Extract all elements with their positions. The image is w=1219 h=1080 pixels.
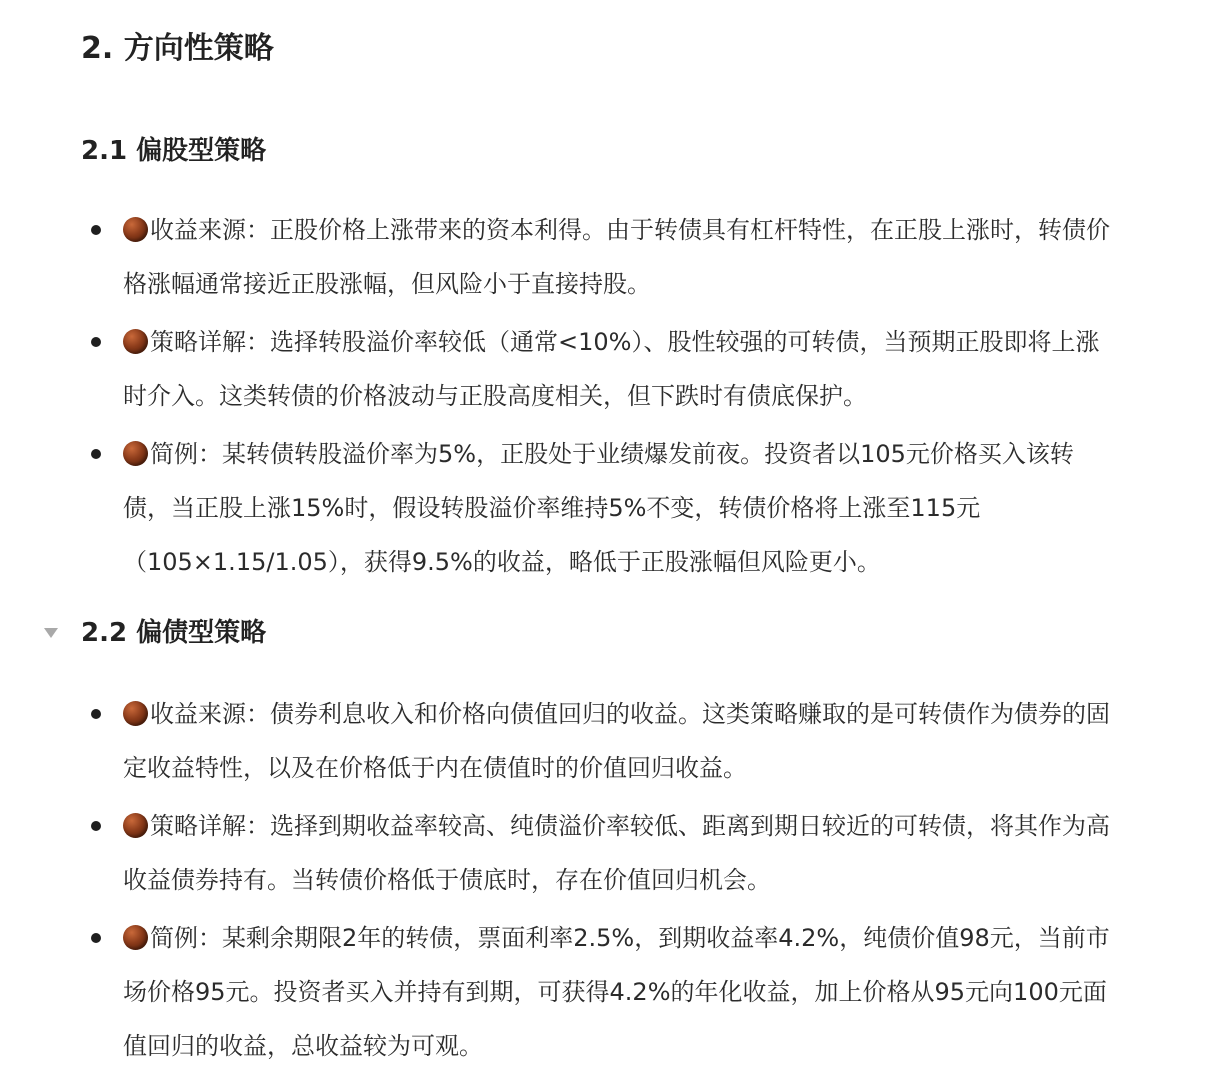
list-item bbox=[0, 687, 1113, 795]
bullet-dot-icon bbox=[91, 933, 101, 943]
bullet-dot-icon bbox=[91, 449, 101, 459]
item-label: 简例： bbox=[150, 924, 222, 952]
chestnut-icon bbox=[123, 329, 148, 354]
item-label: 收益来源： bbox=[150, 216, 270, 244]
item-text: 某转债转股溢价率为5%，正股处于业绩爆发前夜。投资者以105元价格买入该转债，当正股上涨15%时，假设转股溢价率维持5%不变，转债价格将上涨至115元（105×1.15/1.05），获得9.5%的收益，略低于正股涨幅但风险更小。 bbox=[123, 440, 1074, 576]
bullet-list-stock-biased bbox=[0, 203, 1113, 593]
bullet-dot-icon bbox=[91, 225, 101, 235]
item-label: 策略详解： bbox=[150, 812, 270, 840]
item-text: 正股价格上涨带来的资本利得。由于转债具有杠杆特性，在正股上涨时，转债价格涨幅通常接近正股涨幅，但风险小于直接持股。 bbox=[123, 216, 1110, 298]
list-item bbox=[0, 315, 1113, 423]
item-label: 简例： bbox=[150, 440, 222, 468]
bullet-list-bond-biased bbox=[0, 687, 1113, 1077]
bullet-dot-icon bbox=[91, 821, 101, 831]
item-text: 某剩余期限2年的转债，票面利率2.5%，到期收益率4.2%，纯债价值98元，当前市场价格95元。投资者买入并持有到期，可获得4.2%的年化收益，加上价格从95元向100元面值回归的收益，总收益较为可观。 bbox=[123, 924, 1110, 1060]
bullet-dot-icon bbox=[91, 709, 101, 719]
list-item bbox=[0, 911, 1113, 1073]
list-item bbox=[0, 427, 1113, 589]
subsection-heading-stock-biased: 2.1 偏股型策略 bbox=[81, 136, 267, 166]
chestnut-icon bbox=[123, 217, 148, 242]
bullet-dot-icon bbox=[91, 337, 101, 347]
list-item bbox=[0, 203, 1113, 311]
section-heading: 2. 方向性策略 bbox=[81, 31, 274, 66]
chestnut-icon bbox=[123, 813, 148, 838]
collapse-toggle-icon[interactable] bbox=[44, 628, 58, 638]
item-label: 收益来源： bbox=[150, 700, 270, 728]
chestnut-icon bbox=[123, 701, 148, 726]
subsection-heading-bond-biased: 2.2 偏债型策略 bbox=[81, 618, 267, 648]
chestnut-icon bbox=[123, 441, 148, 466]
item-text: 债券利息收入和价格向债值回归的收益。这类策略赚取的是可转债作为债券的固定收益特性，以及在价格低于内在债值时的价值回归收益。 bbox=[123, 700, 1110, 782]
item-text: 选择转股溢价率较低（通常<10%）、股性较强的可转债，当预期正股即将上涨时介入。这类转债的价格波动与正股高度相关，但下跌时有债底保护。 bbox=[123, 328, 1100, 410]
chestnut-icon bbox=[123, 925, 148, 950]
list-item bbox=[0, 799, 1113, 907]
item-text: 选择到期收益率较高、纯债溢价率较低、距离到期日较近的可转债，将其作为高收益债券持有。当转债价格低于债底时，存在价值回归机会。 bbox=[123, 812, 1110, 894]
item-label: 策略详解： bbox=[150, 328, 270, 356]
